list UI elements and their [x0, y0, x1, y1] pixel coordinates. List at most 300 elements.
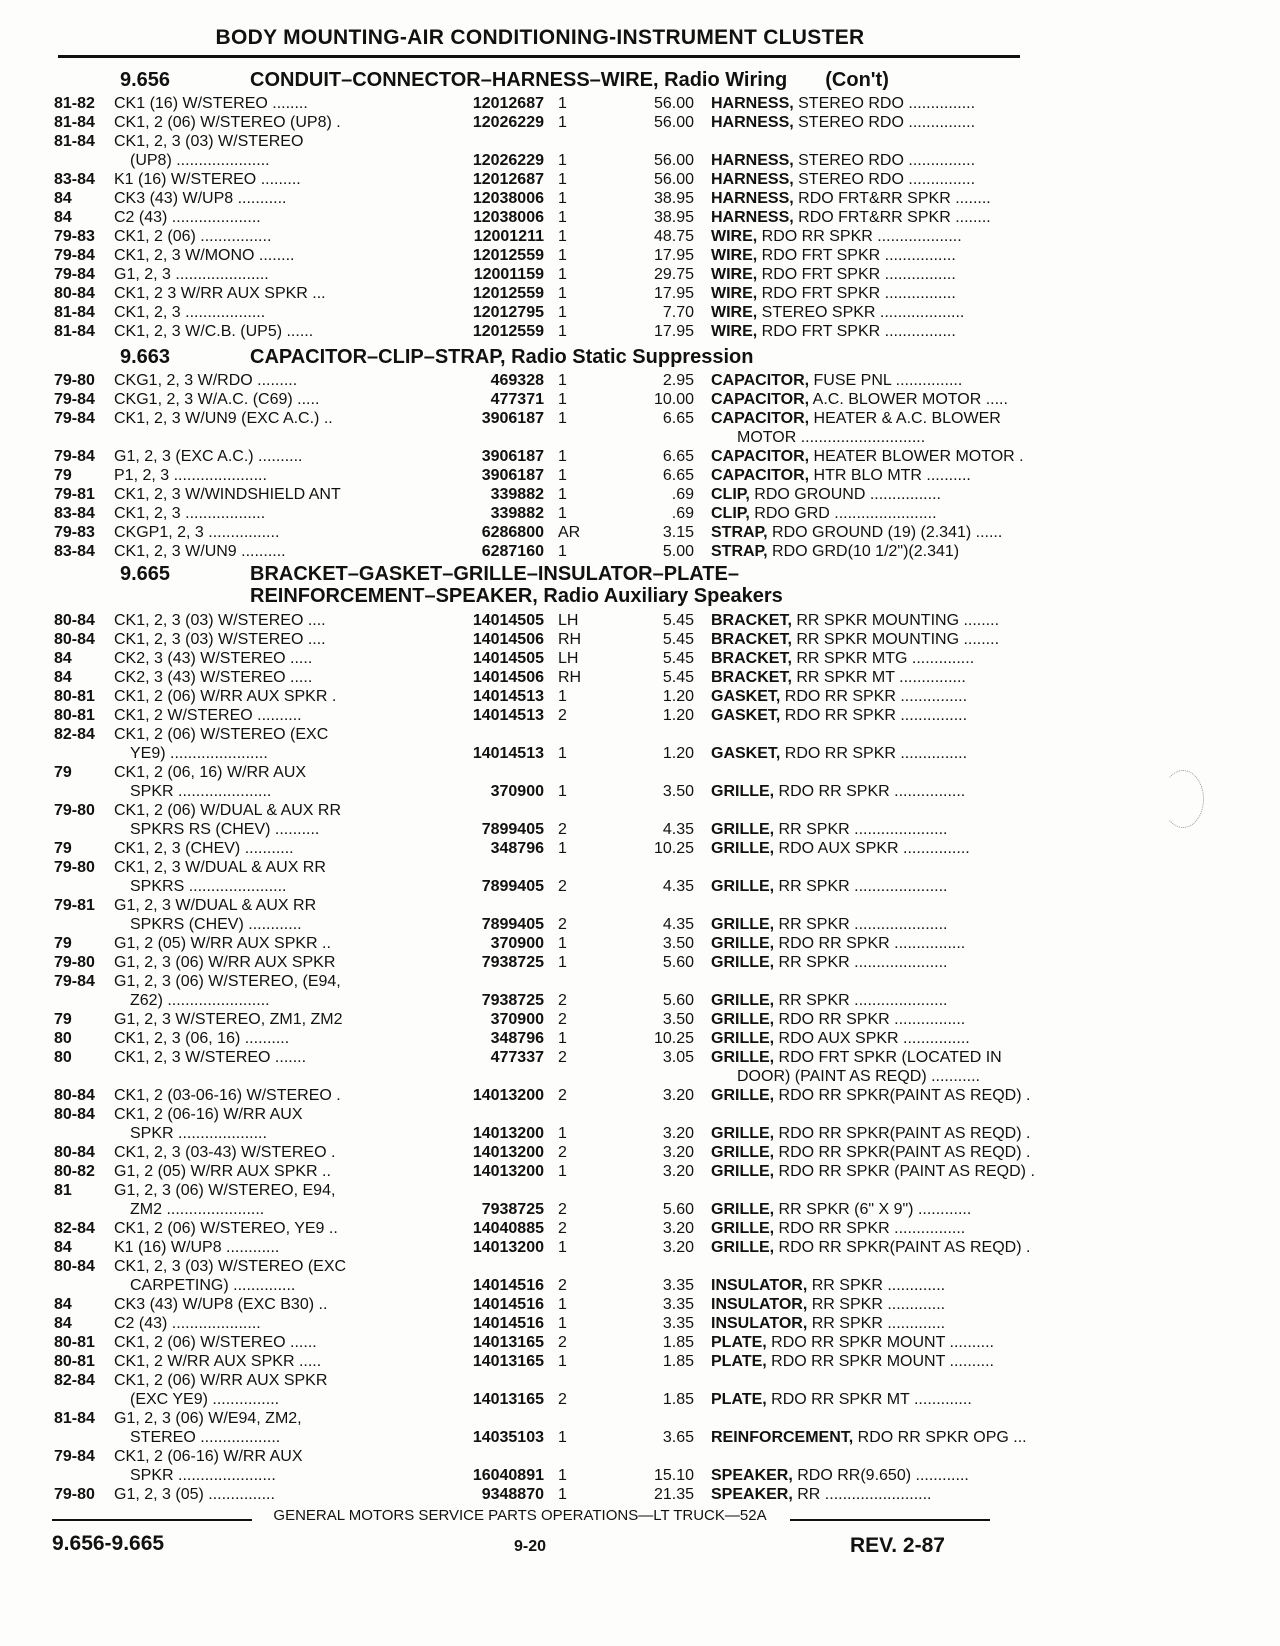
application-line: G1, 2, 3 (06) W/STEREO, E94,	[114, 1182, 336, 1199]
part-number: 469328	[490, 372, 544, 389]
price: 4.35	[662, 878, 694, 895]
description-noun: HARNESS,	[711, 114, 794, 131]
model-years: 79-84	[54, 266, 95, 283]
description-noun: GRILLE,	[711, 783, 775, 800]
quantity: 1	[558, 745, 567, 762]
price: 6.65	[662, 410, 694, 427]
quantity: LH	[558, 650, 579, 667]
table-row	[54, 668, 1024, 687]
description	[711, 284, 1071, 303]
table-row	[54, 801, 1024, 839]
part-number: 7938725	[481, 1201, 544, 1218]
description	[711, 1238, 1071, 1257]
description-noun: GRILLE,	[711, 878, 775, 895]
application-line: G1, 2 (05) W/RR AUX SPKR ..	[114, 935, 331, 952]
application-line2: SPKRS RS (CHEV) ..........	[130, 821, 320, 838]
application-line2: (UP8) .....................	[130, 152, 270, 169]
application-line: CKG1, 2, 3 W/A.C. (C69) .....	[114, 391, 320, 408]
description-text: STEREO RDO ...............	[793, 95, 976, 112]
description-line	[711, 95, 975, 112]
description	[711, 542, 1071, 561]
price: 2.95	[662, 372, 694, 389]
description-text: FUSE PNL ...............	[809, 372, 963, 389]
quantity: 1	[558, 448, 567, 465]
application-line: CKGP1, 2, 3 ................	[114, 524, 280, 541]
price: 1.85	[662, 1334, 694, 1351]
table-row	[54, 189, 1024, 208]
part-number: 12038006	[472, 209, 544, 226]
description-line	[711, 1030, 970, 1047]
table-row	[54, 1409, 1027, 1447]
description-text: RDO RR SPKR ................	[774, 783, 966, 800]
description-text: RR SPKR .....................	[774, 821, 948, 838]
section-number: 9.656	[120, 69, 171, 91]
description-line	[711, 486, 941, 503]
price: 3.65	[662, 1429, 694, 1446]
description-text: RDO RR SPKR(PAINT AS REQD) .	[774, 1144, 1031, 1161]
price: 1.20	[662, 745, 694, 762]
description-line	[711, 448, 1024, 465]
part-number: 14013200	[472, 1239, 544, 1256]
description-text: RDO RR SPKR (PAINT AS REQD) .	[774, 1163, 1035, 1180]
description-line	[711, 228, 962, 245]
description-text: RDO RR SPKR ...................	[757, 228, 962, 245]
price: 3.15	[662, 524, 694, 541]
description-noun: PLATE,	[711, 1353, 767, 1370]
quantity: 2	[558, 707, 567, 724]
price: 1.20	[662, 707, 694, 724]
description-noun: STRAP,	[711, 524, 768, 541]
application-line2: SPKR ....................	[130, 1125, 267, 1142]
description-line	[711, 878, 947, 895]
application-line2: ZM2 ......................	[130, 1201, 265, 1218]
description	[711, 630, 1071, 649]
price: 17.95	[653, 285, 694, 302]
description-noun: WIRE,	[711, 323, 758, 340]
part-number: 7899405	[481, 916, 544, 933]
price: 6.65	[662, 448, 694, 465]
description-noun: HARNESS,	[711, 190, 794, 207]
description-text: RDO AUX SPKR ...............	[774, 1030, 970, 1047]
part-number: 14014506	[472, 669, 544, 686]
application-line: K1 (16) W/STEREO .........	[114, 171, 301, 188]
model-years: 81-82	[54, 95, 95, 112]
application-line: CK1, 2 (03-06-16) W/STEREO .	[114, 1087, 341, 1104]
section-header	[54, 66, 1024, 94]
model-years: 84	[54, 1296, 72, 1313]
table-row	[54, 1314, 1024, 1333]
part-number: 12026229	[472, 114, 544, 131]
part-number: 12012795	[472, 304, 544, 321]
model-years: 81-84	[54, 323, 95, 340]
table-row	[54, 1485, 1024, 1504]
description-text: RDO FRT SPKR (LOCATED IN	[774, 1049, 1002, 1066]
description-line	[711, 1391, 972, 1408]
part-number: 12012559	[472, 323, 544, 340]
quantity: 1	[558, 95, 567, 112]
application-line2: SPKRS (CHEV) ............	[130, 916, 302, 933]
description-noun: REINFORCEMENT,	[711, 1429, 854, 1446]
description-line	[711, 745, 967, 762]
description-line	[711, 1467, 969, 1484]
application-line: CK1, 2 (06) W/STEREO (UP8) .	[114, 114, 341, 131]
table-row	[54, 1447, 1024, 1485]
price: 7.70	[662, 304, 694, 321]
part-number: 339882	[490, 505, 544, 522]
price: .69	[671, 505, 694, 522]
quantity: 1	[558, 1030, 567, 1047]
description-line	[711, 1277, 945, 1294]
description-line	[711, 171, 975, 188]
table-row	[54, 390, 1024, 409]
description-line	[711, 1125, 1030, 1142]
description-line2: MOTOR ............................	[737, 429, 926, 446]
model-years: 79	[54, 840, 72, 857]
description	[711, 208, 1071, 227]
model-years: 79-81	[54, 897, 95, 914]
model-years: 80-84	[54, 1144, 95, 1161]
model-years: 79-80	[54, 372, 95, 389]
part-number: 14014513	[472, 745, 544, 762]
quantity: 1	[558, 1353, 567, 1370]
price: 5.45	[662, 612, 694, 629]
quantity: 1	[558, 505, 567, 522]
description-noun: GRILLE,	[711, 992, 775, 1009]
price: 3.20	[662, 1144, 694, 1161]
description-noun: BRACKET,	[711, 631, 792, 648]
model-years: 80	[54, 1049, 72, 1066]
description-text: RDO RR SPKR(PAINT AS REQD) .	[774, 1239, 1031, 1256]
description-text: RDO RR SPKR ................	[774, 1011, 966, 1028]
table-row	[54, 1048, 1024, 1086]
quantity: 2	[558, 1277, 567, 1294]
description-text: RDO AUX SPKR ...............	[774, 840, 970, 857]
quantity: 2	[558, 916, 567, 933]
quantity: 1	[558, 1429, 567, 1446]
table-row	[54, 265, 1024, 284]
description-line	[711, 323, 956, 340]
part-number: 7938725	[481, 992, 544, 1009]
section-header	[54, 563, 1024, 611]
table-row	[54, 466, 1024, 485]
description-text: RR SPKR .............	[807, 1296, 946, 1313]
quantity: 1	[558, 543, 567, 560]
price: 10.25	[653, 840, 694, 857]
description-text: RDO FRT SPKR ................	[757, 323, 956, 340]
part-number: 12012687	[472, 95, 544, 112]
description-line	[711, 783, 965, 800]
table-row	[54, 1219, 1024, 1238]
model-years: 82-84	[54, 726, 95, 743]
description	[711, 1200, 1071, 1219]
description-text: RR SPKR .............	[807, 1315, 946, 1332]
part-number: 14014505	[472, 650, 544, 667]
application-line: CK1, 2 (06) W/STEREO, YE9 ..	[114, 1220, 338, 1237]
description-noun: STRAP,	[711, 543, 768, 560]
description-line	[711, 1296, 945, 1313]
part-number: 12038006	[472, 190, 544, 207]
application-line: P1, 2, 3 .....................	[114, 467, 267, 484]
description-noun: SPEAKER,	[711, 1467, 793, 1484]
model-years: 80-84	[54, 631, 95, 648]
model-years: 80	[54, 1030, 72, 1047]
description-line	[711, 1144, 1030, 1161]
description-noun: GRILLE,	[711, 916, 775, 933]
part-number: 12001211	[473, 228, 544, 245]
description-text: RDO GROUND ................	[749, 486, 941, 503]
price: 4.35	[662, 821, 694, 838]
application-line: G1, 2 (05) W/RR AUX SPKR ..	[114, 1163, 331, 1180]
quantity: 2	[558, 1144, 567, 1161]
part-number: 9348870	[481, 1486, 544, 1503]
model-years: 80-84	[54, 1106, 95, 1123]
part-number: 370900	[490, 935, 544, 952]
section-continued: (Con't)	[825, 69, 889, 91]
part-number: 14014513	[472, 707, 544, 724]
model-years: 84	[54, 209, 72, 226]
part-number: 14013165	[472, 1334, 544, 1351]
model-years: 82-84	[54, 1220, 95, 1237]
price: 56.00	[653, 152, 694, 169]
description-noun: SPEAKER,	[711, 1486, 793, 1503]
part-number: 14013200	[472, 1087, 544, 1104]
part-number: 14013165	[472, 1391, 544, 1408]
application-line: CK1, 2, 3 W/STEREO .......	[114, 1049, 307, 1066]
description-line	[711, 1353, 994, 1370]
description	[711, 839, 1071, 858]
description	[711, 523, 1071, 542]
model-years: 79-84	[54, 448, 95, 465]
table-row	[54, 953, 1024, 972]
description-noun: GRILLE,	[711, 935, 775, 952]
application-line2: SPKRS ......................	[130, 878, 287, 895]
price: 3.20	[662, 1239, 694, 1256]
model-years: 79	[54, 467, 72, 484]
application-line: CK1, 2 (06-16) W/RR AUX	[114, 1106, 303, 1123]
description-noun: HARNESS,	[711, 152, 794, 169]
description-line	[711, 992, 947, 1009]
table-row	[54, 1333, 1024, 1352]
description-noun: WIRE,	[711, 285, 758, 302]
model-years: 83-84	[54, 505, 95, 522]
description	[711, 1485, 1071, 1504]
part-number: 12026229	[472, 152, 544, 169]
description	[711, 170, 1071, 189]
part-number: 14014516	[472, 1315, 544, 1332]
section-title: BRACKET–GASKET–GRILLE–INSULATOR–PLATE–	[250, 563, 739, 585]
table-row	[54, 485, 1024, 504]
model-years: 83-84	[54, 543, 95, 560]
price: 5.60	[662, 954, 694, 971]
description-noun: CLIP,	[711, 505, 750, 522]
application-line: CK1, 2, 3 (03) W/STEREO (EXC	[114, 1258, 347, 1275]
parts-listing	[54, 64, 1035, 1504]
application-line: K1 (16) W/UP8 ............	[114, 1239, 280, 1256]
description-noun: CAPACITOR,	[711, 448, 810, 465]
application-line: G1, 2, 3 (06) W/RR AUX SPKR	[114, 954, 336, 971]
description	[711, 1352, 1071, 1371]
section-header	[54, 343, 1024, 371]
price: 56.00	[653, 95, 694, 112]
description-noun: GRILLE,	[711, 1144, 775, 1161]
description-text: RDO RR SPKR ...............	[780, 707, 968, 724]
table-row	[54, 94, 1024, 113]
footer-section-range: 9.656-9.665	[52, 1532, 165, 1555]
model-years: 79-80	[54, 802, 95, 819]
description	[711, 409, 1071, 447]
section-number: 9.663	[120, 346, 171, 368]
application-line: CK1, 2 (06) ................	[114, 228, 272, 245]
price: 38.95	[653, 209, 694, 226]
table-row	[54, 322, 1024, 341]
model-years: 81-84	[54, 1410, 95, 1427]
description-noun: HARNESS,	[711, 171, 794, 188]
description-line	[711, 247, 956, 264]
description	[711, 877, 1071, 896]
quantity: 1	[558, 954, 567, 971]
description-noun: GASKET,	[711, 707, 781, 724]
price: 3.20	[662, 1087, 694, 1104]
description-noun: GRILLE,	[711, 1049, 775, 1066]
model-years: 79-84	[54, 247, 95, 264]
quantity: 1	[558, 209, 567, 226]
model-years: 81-84	[54, 114, 95, 131]
description	[711, 820, 1071, 839]
application-line: C2 (43) ....................	[114, 1315, 261, 1332]
price: 29.75	[653, 266, 694, 283]
application-line2: STEREO ..................	[130, 1429, 281, 1446]
part-number: 477371	[490, 391, 544, 408]
application-line: CK1, 2 (06) W/RR AUX SPKR	[114, 1372, 328, 1389]
table-row	[54, 611, 1024, 630]
table-row	[54, 725, 1024, 763]
quantity: 2	[558, 992, 567, 1009]
model-years: 84	[54, 1315, 72, 1332]
footer-rule-left	[52, 1519, 252, 1521]
price: 3.50	[662, 783, 694, 800]
application-line: CK1 (16) W/STEREO ........	[114, 95, 308, 112]
application-line: CK1, 2, 3 (06, 16) ..........	[114, 1030, 290, 1047]
price: 1.85	[662, 1353, 694, 1370]
description-noun: PLATE,	[711, 1334, 767, 1351]
table-row	[54, 246, 1024, 265]
description-text: RR SPKR .....................	[774, 992, 948, 1009]
quantity: 1	[558, 1467, 567, 1484]
quantity: 2	[558, 1049, 567, 1066]
description	[711, 706, 1071, 725]
price: 4.35	[662, 916, 694, 933]
price: 3.20	[662, 1125, 694, 1142]
description	[711, 1390, 1071, 1409]
quantity: 1	[558, 304, 567, 321]
part-number: 14013200	[472, 1144, 544, 1161]
description	[711, 227, 1071, 246]
part-number: 348796	[490, 1030, 544, 1047]
model-years: 80-84	[54, 1087, 95, 1104]
description-line	[711, 505, 937, 522]
description-line	[711, 1486, 931, 1503]
table-row	[54, 896, 1024, 934]
table-row	[54, 542, 1024, 561]
section-title: CAPACITOR–CLIP–STRAP, Radio Static Suppression	[250, 346, 754, 368]
description-text: RDO GROUND (19) (2.341) ......	[767, 524, 1003, 541]
price: 56.00	[653, 171, 694, 188]
description-noun: GRILLE,	[711, 1201, 775, 1218]
description-line	[711, 688, 967, 705]
model-years: 80-84	[54, 285, 95, 302]
application-line: CK1, 2 (06-16) W/RR AUX	[114, 1448, 303, 1465]
part-number: 370900	[490, 1011, 544, 1028]
quantity: 2	[558, 1220, 567, 1237]
description-line	[711, 612, 999, 629]
description	[711, 611, 1071, 630]
description-line	[711, 1049, 1002, 1066]
description-noun: GRILLE,	[711, 1125, 775, 1142]
description-noun: WIRE,	[711, 247, 758, 264]
application-line: CK2, 3 (43) W/STEREO .....	[114, 650, 313, 667]
description-text: STEREO RDO ...............	[793, 152, 976, 169]
description	[711, 1029, 1071, 1048]
quantity: AR	[558, 524, 581, 541]
part-number: 14013200	[472, 1125, 544, 1142]
price: 3.05	[662, 1049, 694, 1066]
description-text: RDO FRT SPKR ................	[757, 266, 956, 283]
description-text: RDO RR SPKR OPG ...	[853, 1429, 1027, 1446]
description-noun: WIRE,	[711, 304, 758, 321]
description-text: RDO FRT&RR SPKR ........	[793, 190, 991, 207]
description-text: RDO RR SPKR(PAINT AS REQD) .	[774, 1125, 1031, 1142]
table-row	[54, 858, 1024, 896]
table-row	[54, 1352, 1024, 1371]
description	[711, 687, 1071, 706]
part-number: 12001159	[473, 266, 544, 283]
application-line: CK2, 3 (43) W/STEREO .....	[114, 669, 313, 686]
model-years: 79-84	[54, 1448, 95, 1465]
model-years: 80-81	[54, 1353, 95, 1370]
table-row	[54, 1257, 1024, 1295]
part-number: 12012559	[472, 247, 544, 264]
application-line2: YE9) ......................	[130, 745, 268, 762]
quantity: 2	[558, 821, 567, 838]
part-number: 7899405	[481, 878, 544, 895]
description-noun: INSULATOR,	[711, 1277, 808, 1294]
description-text: RDO RR(9.650) ............	[792, 1467, 969, 1484]
price: 3.50	[662, 1011, 694, 1028]
price: 21.35	[653, 1486, 694, 1503]
application-line: G1, 2, 3 (05) ...............	[114, 1486, 275, 1503]
description-line	[711, 410, 1001, 427]
description-noun: GRILLE,	[711, 821, 775, 838]
model-years: 84	[54, 650, 72, 667]
application-line2: SPKR ......................	[130, 1467, 276, 1484]
quantity: 1	[558, 266, 567, 283]
price: 38.95	[653, 190, 694, 207]
quantity: 1	[558, 285, 567, 302]
table-row	[54, 227, 1024, 246]
price: 17.95	[653, 247, 694, 264]
quantity: 2	[558, 1391, 567, 1408]
description-line	[711, 190, 991, 207]
table-row	[54, 284, 1024, 303]
description	[711, 485, 1071, 504]
description-line	[711, 266, 956, 283]
table-row	[54, 208, 1024, 227]
description-text: HEATER BLOWER MOTOR .	[809, 448, 1024, 465]
model-years: 84	[54, 669, 72, 686]
price: 56.00	[653, 114, 694, 131]
description	[711, 322, 1071, 341]
application-line: CK1, 2, 3 W/WINDSHIELD ANT	[114, 486, 341, 503]
